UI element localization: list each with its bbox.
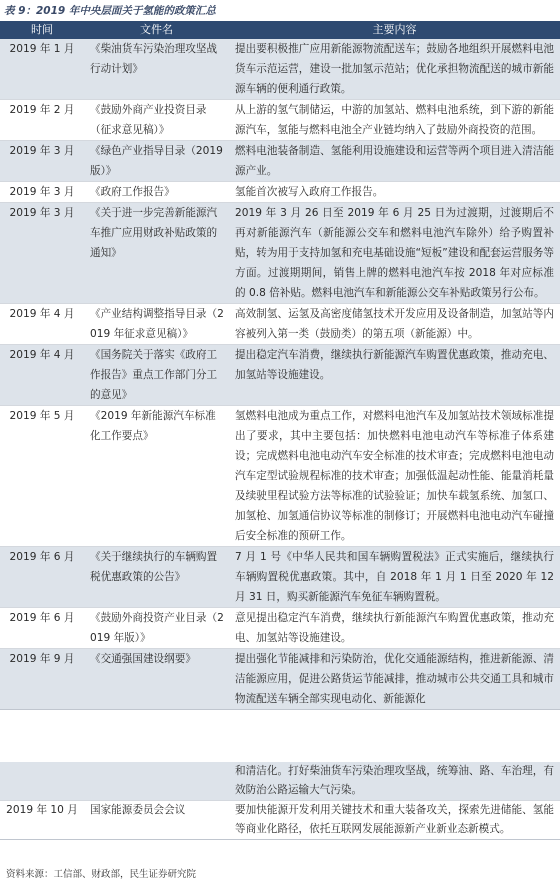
cell-content: 提出稳定汽车消费，继续执行新能源汽车购置优惠政策，推动充电、加氢站等设施建设。 [229,345,560,406]
cell-doc: 《绿色产业指导目录（2019 版）》 [84,141,229,182]
cell-content: 高效制氢、运氢及高密度储氢技术开发应用及设备制造，加氢站等内容被列入第一类（鼓励类）的第五项（新能源）中。 [229,304,560,345]
table-row [0,141,560,182]
cell-time: 2019 年 3 月 [0,182,84,203]
table-row [0,203,560,304]
cell-doc: 《2019 年新能源汽车标准化工作要点》 [84,406,229,547]
table-row [0,649,560,710]
cell-doc: 《关于继续执行的车辆购置税优惠政策的公告》 [84,547,229,608]
cell-doc: 《政府工作报告》 [84,182,229,203]
cell-time: 2019 年 6 月 [0,608,84,649]
table-row [0,801,560,840]
header-content: 主要内容 [229,21,560,39]
cell-time: 2019 年 3 月 [0,141,84,182]
table-row-continuation [0,762,560,801]
cell-doc: 《关于进一步完善新能源汽车推广应用财政补贴政策的通知》 [84,203,229,304]
policy-table [0,21,560,710]
cell-doc: 《产业结构调整指导目录（2019 年征求意见稿）》 [84,304,229,345]
header-time: 时间 [0,21,84,39]
cell-doc: 《交通强国建设纲要》 [84,649,229,710]
table-title: 表 9：2019 年中央层面关于氢能的政策汇总 [4,5,216,17]
cell-time: 2019 年 4 月 [0,304,84,345]
cell-content: 7 月 1 号《中华人民共和国车辆购置税法》正式实施后，继续执行车辆购置税优惠政策。其中，自 2018 年 1 月 1 日至 2020 年 12 月 31 日，购买新能源汽车免征车辆购置税。 [229,547,560,608]
cell-content: 和清洁化。打好柴油货车污染治理攻坚战，统筹油、路、车治理，有效防治公路运输大气污染。 [229,762,560,801]
cell-doc: 《鼓励外商产业投资目录（征求意见稿）》 [84,100,229,141]
cell-content: 从上游的氢气制储运，中游的加氢站、燃料电池系统，到下游的新能源汽车，氢能与燃料电池全产业链均纳入了鼓励外商投资的范围。 [229,100,560,141]
cell-time: 2019 年 3 月 [0,203,84,304]
table-row [0,608,560,649]
source-note: 资料来源：工信部、财政部，民生证券研究院 [6,869,197,880]
cell-content: 意见提出稳定汽车消费，继续执行新能源汽车购置优惠政策，推动充电、加氢站等设施建设。 [229,608,560,649]
cell-time: 2019 年 1 月 [0,39,84,100]
cell-content: 提出要积极推广应用新能源物流配送车；鼓励各地组织开展燃料电池货车示范运营，建设一批加氢示范站；优化承担物流配送的城市新能源车辆的便利通行政策。 [229,39,560,100]
cell-content: 燃料电池装备制造、氢能利用设施建设和运营等两个项目进入清洁能源产业。 [229,141,560,182]
table-header-row [0,21,560,39]
table-row [0,547,560,608]
cell-content: 氢能首次被写入政府工作报告。 [229,182,560,203]
cell-time: 2019 年 5 月 [0,406,84,547]
table-row [0,406,560,547]
table-row [0,100,560,141]
cell-time: 2019 年 6 月 [0,547,84,608]
cell-doc: 《柴油货车污染治理攻坚战行动计划》 [84,39,229,100]
cell-time: 2019 年 9 月 [0,649,84,710]
cell-doc: 《鼓励外商投资产业目录（2019 年版）》 [84,608,229,649]
cell-content: 2019 年 3 月 26 日至 2019 年 6 月 25 日为过渡期，过渡期后不再对新能源汽车（新能源公交车和燃料电池汽车除外）给予购置补贴，转为用于支持加氢和充电基础设施“短板”建设和配套运营服务等方面。过渡期期间，销售上牌的燃料电池汽车按 2018 年对应标准的 0.8 倍补贴。燃料电池汽车和新能源公交车补贴政策另行公布。 [229,203,560,304]
cell-content: 氢燃料电池成为重点工作，对燃料电池汽车及加氢站技术领域标准提出了要求，其中主要包括：加快燃料电池电动汽车等标准子体系建设；完成燃料电池电动汽车安全标准的技术审查；完成燃料电池电动汽车定型试验规程标准的技术审查；加强低温起动性能、能量消耗量及续驶里程试验方法等标准的试验验证；加快车载氢系统、加氢口、加氢枪、加氢通信协议等标准的制修订；开展燃料电池电动汽车碰撞后安全标准的预研工作。 [229,406,560,547]
table-row [0,345,560,406]
cell-doc: 《国务院关于落实《政府工作报告》重点工作部门分工的意见》 [84,345,229,406]
policy-table-continued [0,762,560,840]
table-row [0,39,560,100]
table-row [0,182,560,203]
cell-content: 要加快能源开发利用关键技术和重大装备攻关，探索先进储能、氢能等商业化路径，依托互联网发展能源新产业新业态新模式。 [229,801,560,840]
header-doc: 文件名 [84,21,229,39]
cell-content: 提出强化节能减排和污染防治，优化交通能源结构，推进新能源、清洁能源应用，促进公路货运节能减排，推动城市公共交通工具和城市物流配送车辆全部实现电动化、新能源化 [229,649,560,710]
cell-time: 2019 年 4 月 [0,345,84,406]
table-row [0,304,560,345]
cell-time: 2019 年 10 月 [0,801,84,840]
cell-time: 2019 年 2 月 [0,100,84,141]
cell-doc: 国家能源委员会会议 [84,801,229,840]
